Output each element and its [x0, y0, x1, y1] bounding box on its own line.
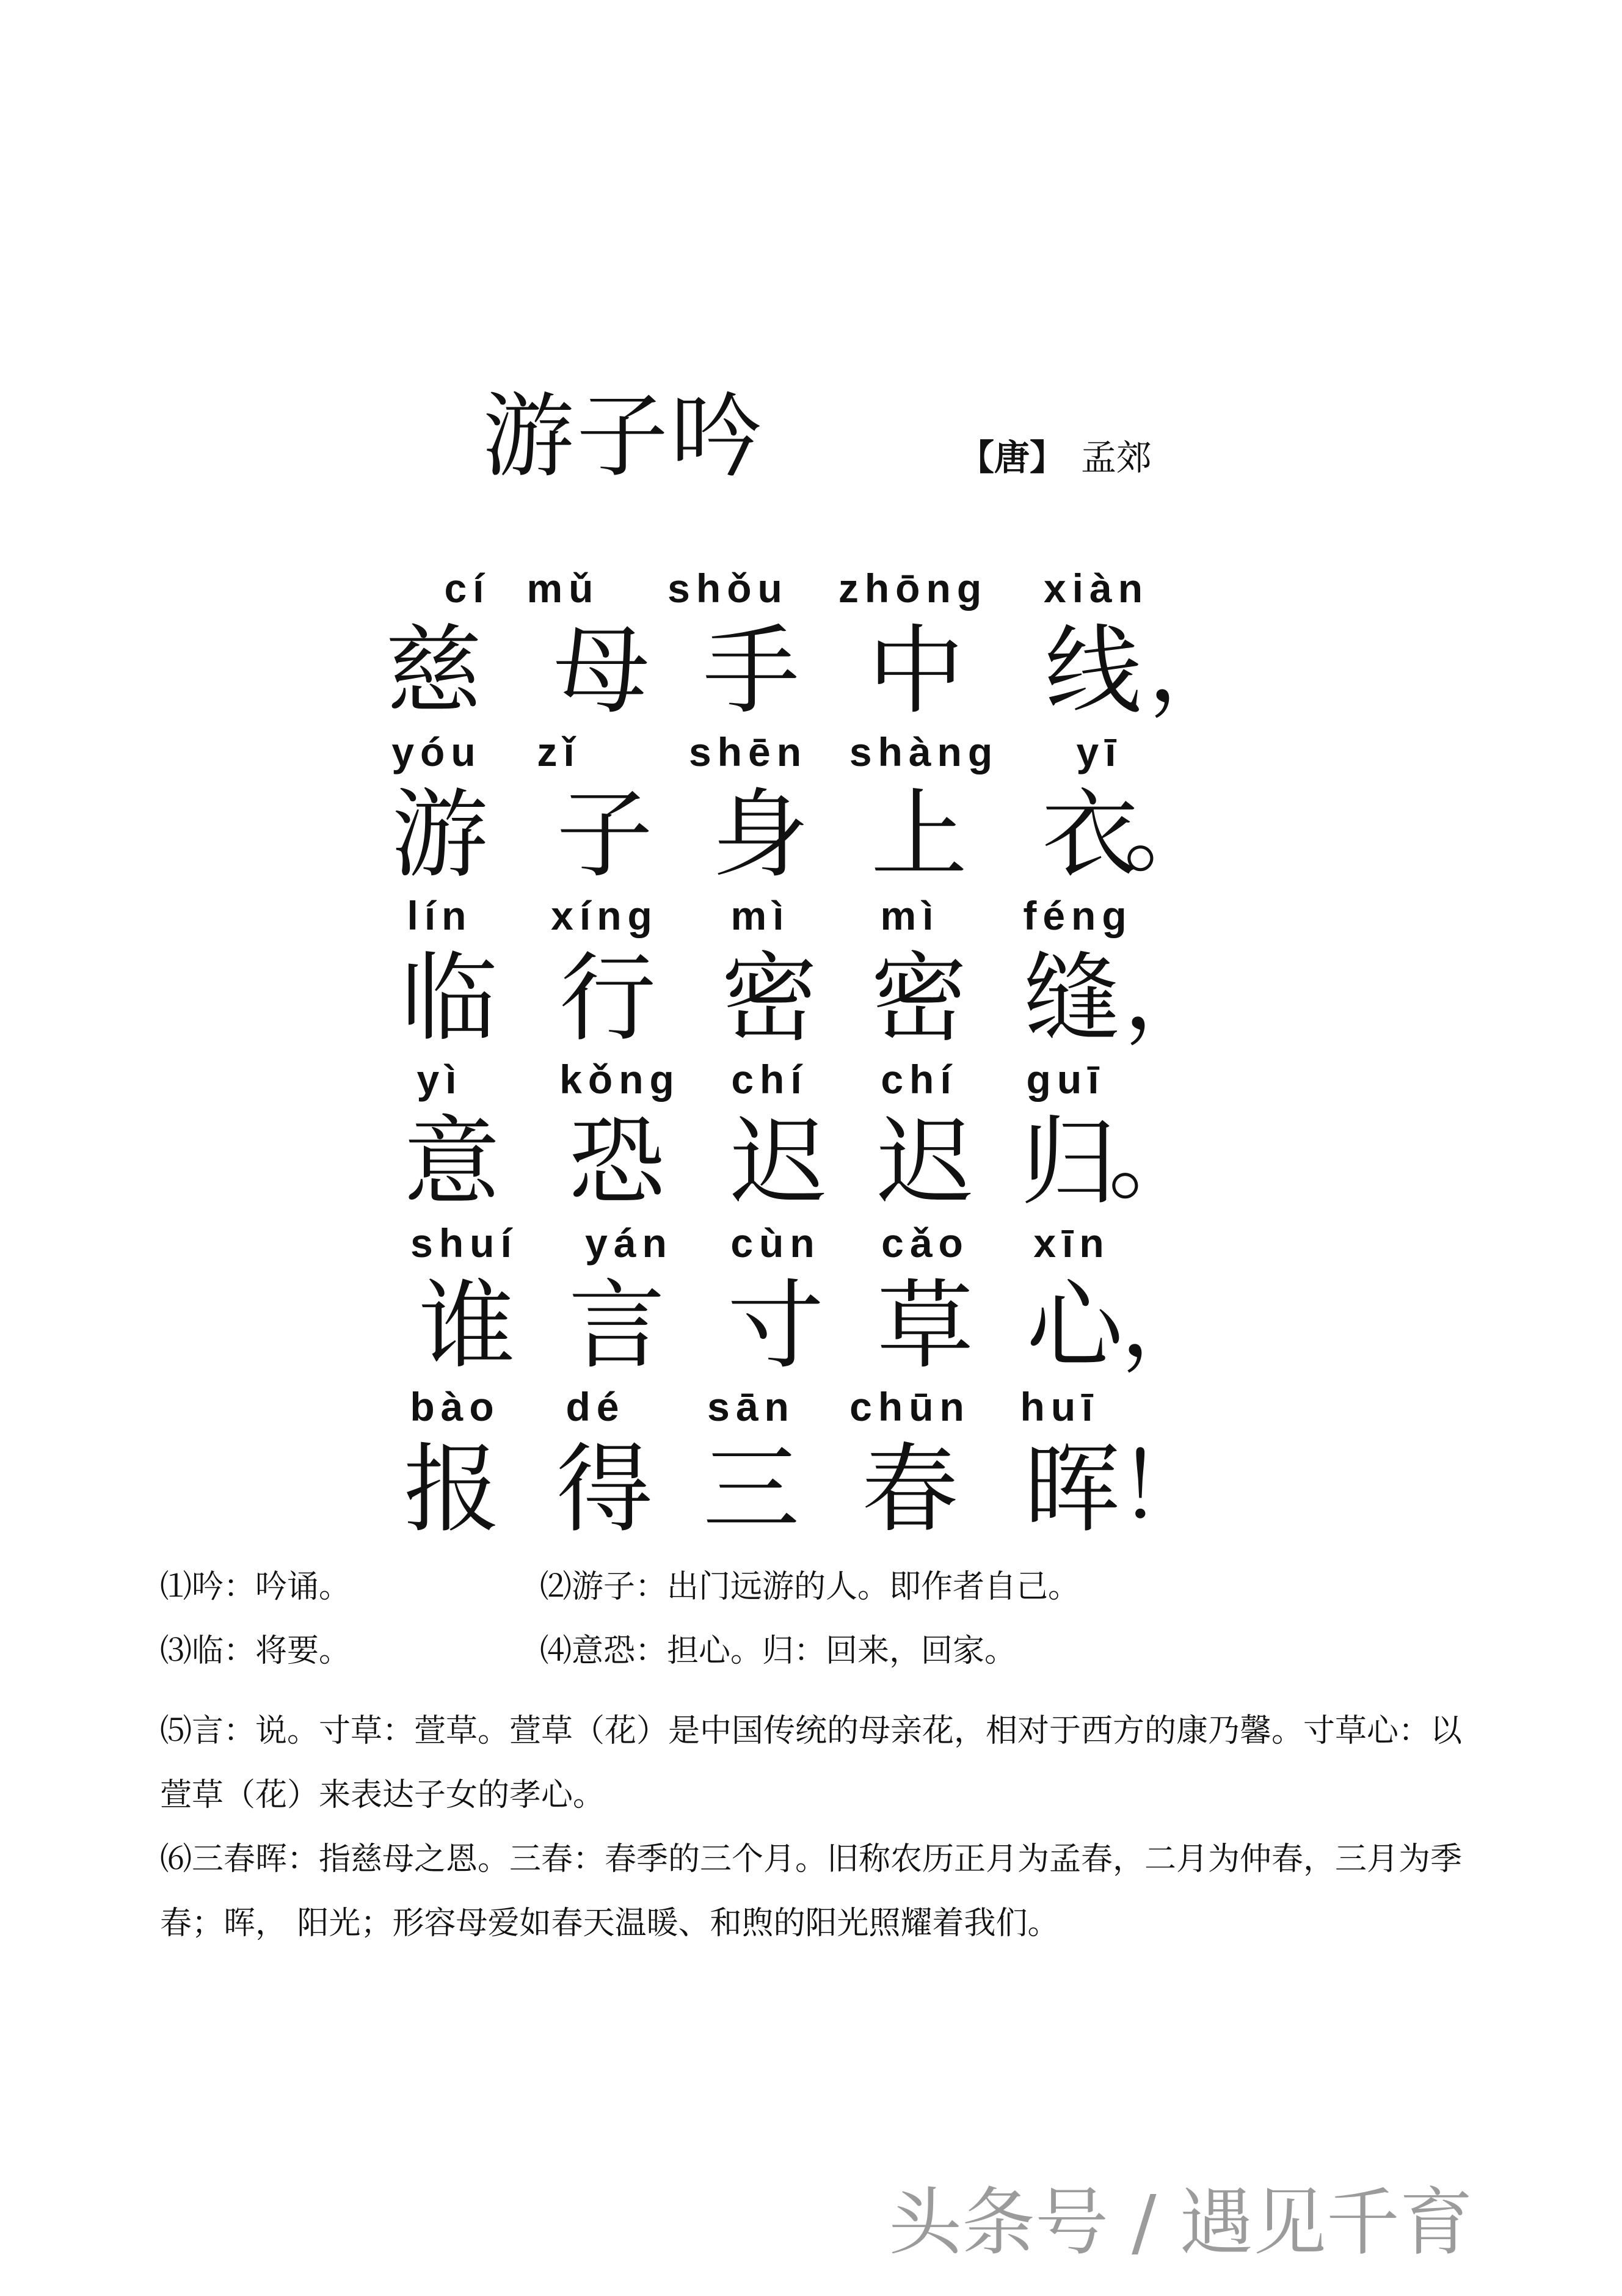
- poem-character: 临: [401, 942, 497, 1055]
- poem-character: 迟: [877, 1106, 973, 1219]
- poem-character: 寸: [727, 1270, 824, 1382]
- pinyin-syllable: mì: [880, 893, 940, 938]
- punctuation-mark: 。: [1124, 779, 1216, 886]
- pinyin-syllable: chí: [731, 1057, 808, 1102]
- poem-character: 报: [404, 1434, 500, 1546]
- pinyin-syllable: huī: [1020, 1384, 1099, 1429]
- punctuation-mark: ，: [1148, 616, 1240, 722]
- pinyin-syllable: cǎo: [881, 1220, 969, 1266]
- poem-line: [0, 568, 1622, 732]
- poem-character: 中: [868, 615, 964, 727]
- poem-character: 行: [559, 942, 656, 1055]
- pinyin-syllable: guī: [1026, 1057, 1105, 1102]
- pinyin-syllable: shàng: [849, 729, 999, 774]
- pinyin-syllable: shēn: [688, 729, 808, 774]
- pinyin-syllable: chūn: [849, 1384, 970, 1429]
- punctuation-mark: ，: [1121, 1270, 1213, 1377]
- pinyin-syllable: yì: [416, 1057, 463, 1102]
- punctuation-mark: ！: [1118, 1434, 1210, 1540]
- poem-character: 言: [569, 1270, 665, 1382]
- poem-character: 得: [556, 1434, 653, 1546]
- pinyin-syllable: cí: [444, 566, 490, 611]
- poem-character: 衣: [1042, 779, 1138, 891]
- poem-character: 草: [877, 1270, 973, 1382]
- poem-character: 晖: [1024, 1434, 1120, 1546]
- poem-character: 手: [703, 615, 799, 727]
- pinyin-syllable: mì: [730, 893, 790, 938]
- punctuation-mark: 。: [1108, 1107, 1201, 1213]
- dynasty-label: 【唐】: [959, 437, 1066, 478]
- poem-line: [0, 729, 1622, 895]
- poem-body: [0, 568, 1622, 1550]
- pinyin-syllable: kǒng: [559, 1057, 680, 1102]
- poem-character: 母: [553, 615, 650, 727]
- pinyin-syllable: sān: [707, 1384, 795, 1429]
- pinyin-syllable: féng: [1023, 893, 1133, 938]
- poem-character: 迟: [730, 1106, 827, 1219]
- pinyin-syllable: xiàn: [1043, 566, 1149, 611]
- pinyin-syllable: yán: [585, 1220, 673, 1266]
- note-row: [160, 1635, 1473, 1699]
- watermark: 头条号 / 遇见千育: [889, 2181, 1473, 2265]
- pinyin-syllable: zhōng: [838, 566, 988, 611]
- pinyin-syllable: cùn: [730, 1220, 821, 1266]
- poem-character: 慈: [385, 615, 482, 727]
- note-1: ⑴吟：吟诵。: [160, 1569, 351, 1605]
- punctuation-mark: ，: [1124, 943, 1216, 1049]
- note-2: ⑵游子：出门远游的人。即作者自己。: [540, 1569, 1080, 1605]
- author-name: 孟郊: [1081, 437, 1152, 478]
- pinyin-syllable: dé: [566, 1384, 625, 1429]
- note-6: ⑹三春晖：指慈母之恩。三春：春季的三个月。旧称农历正月为孟春，二月为仲春，三月为季春；晖， 阳光；形容母爱如春天温暖、和煦的阳光照耀着我们。: [160, 1841, 1463, 1942]
- pinyin-syllable: chí: [881, 1057, 958, 1102]
- pinyin-syllable: shuí: [410, 1220, 518, 1266]
- poem-line: [0, 1384, 1622, 1550]
- pinyin-syllable: yī: [1076, 729, 1122, 774]
- note-5: ⑸言：说。寸草：萱草。萱草（花）是中国传统的母亲花，相对于西方的康乃馨。寸草心：以萱草（花）来表达子女的孝心。: [160, 1713, 1463, 1813]
- poem-character: 缝: [1024, 942, 1120, 1055]
- poem-character: 归: [1020, 1106, 1117, 1219]
- pinyin-syllable: lín: [407, 893, 473, 938]
- poem-character: 恐: [569, 1106, 665, 1219]
- poem-character: 三: [703, 1434, 799, 1546]
- note-row: [160, 1571, 1473, 1635]
- poem-line: [0, 895, 1622, 1059]
- pinyin-syllable: zǐ: [537, 729, 581, 774]
- poem-character: 心: [1027, 1270, 1123, 1382]
- annotation-notes: [160, 1571, 1473, 1956]
- poem-character: 上: [871, 779, 967, 891]
- pinyin-syllable: xīn: [1033, 1220, 1110, 1266]
- poem-title: 游子吟: [482, 384, 765, 490]
- pinyin-syllable: bào: [410, 1384, 500, 1429]
- poem-character: 子: [556, 779, 653, 891]
- pinyin-syllable: shǒu: [667, 566, 788, 611]
- poem-character: 意: [404, 1106, 500, 1219]
- poem-line: [0, 1220, 1622, 1387]
- pinyin-syllable: yóu: [391, 729, 482, 774]
- author-line: [959, 437, 1152, 478]
- poem-character: 密: [871, 942, 967, 1055]
- poem-character: 谁: [419, 1270, 515, 1382]
- note-4: ⑷意恐：担心。归：回来，回家。: [540, 1633, 1017, 1669]
- poem-character: 密: [721, 942, 818, 1055]
- poem-character: 身: [712, 779, 809, 891]
- poem-character: 春: [862, 1434, 958, 1546]
- pinyin-syllable: mǔ: [526, 566, 600, 611]
- poem-character: 游: [391, 779, 488, 891]
- pinyin-syllable: xíng: [551, 893, 658, 938]
- poem-line: [0, 1059, 1622, 1223]
- poem-character: 线: [1045, 615, 1141, 727]
- note-3: ⑶临：将要。: [160, 1633, 351, 1669]
